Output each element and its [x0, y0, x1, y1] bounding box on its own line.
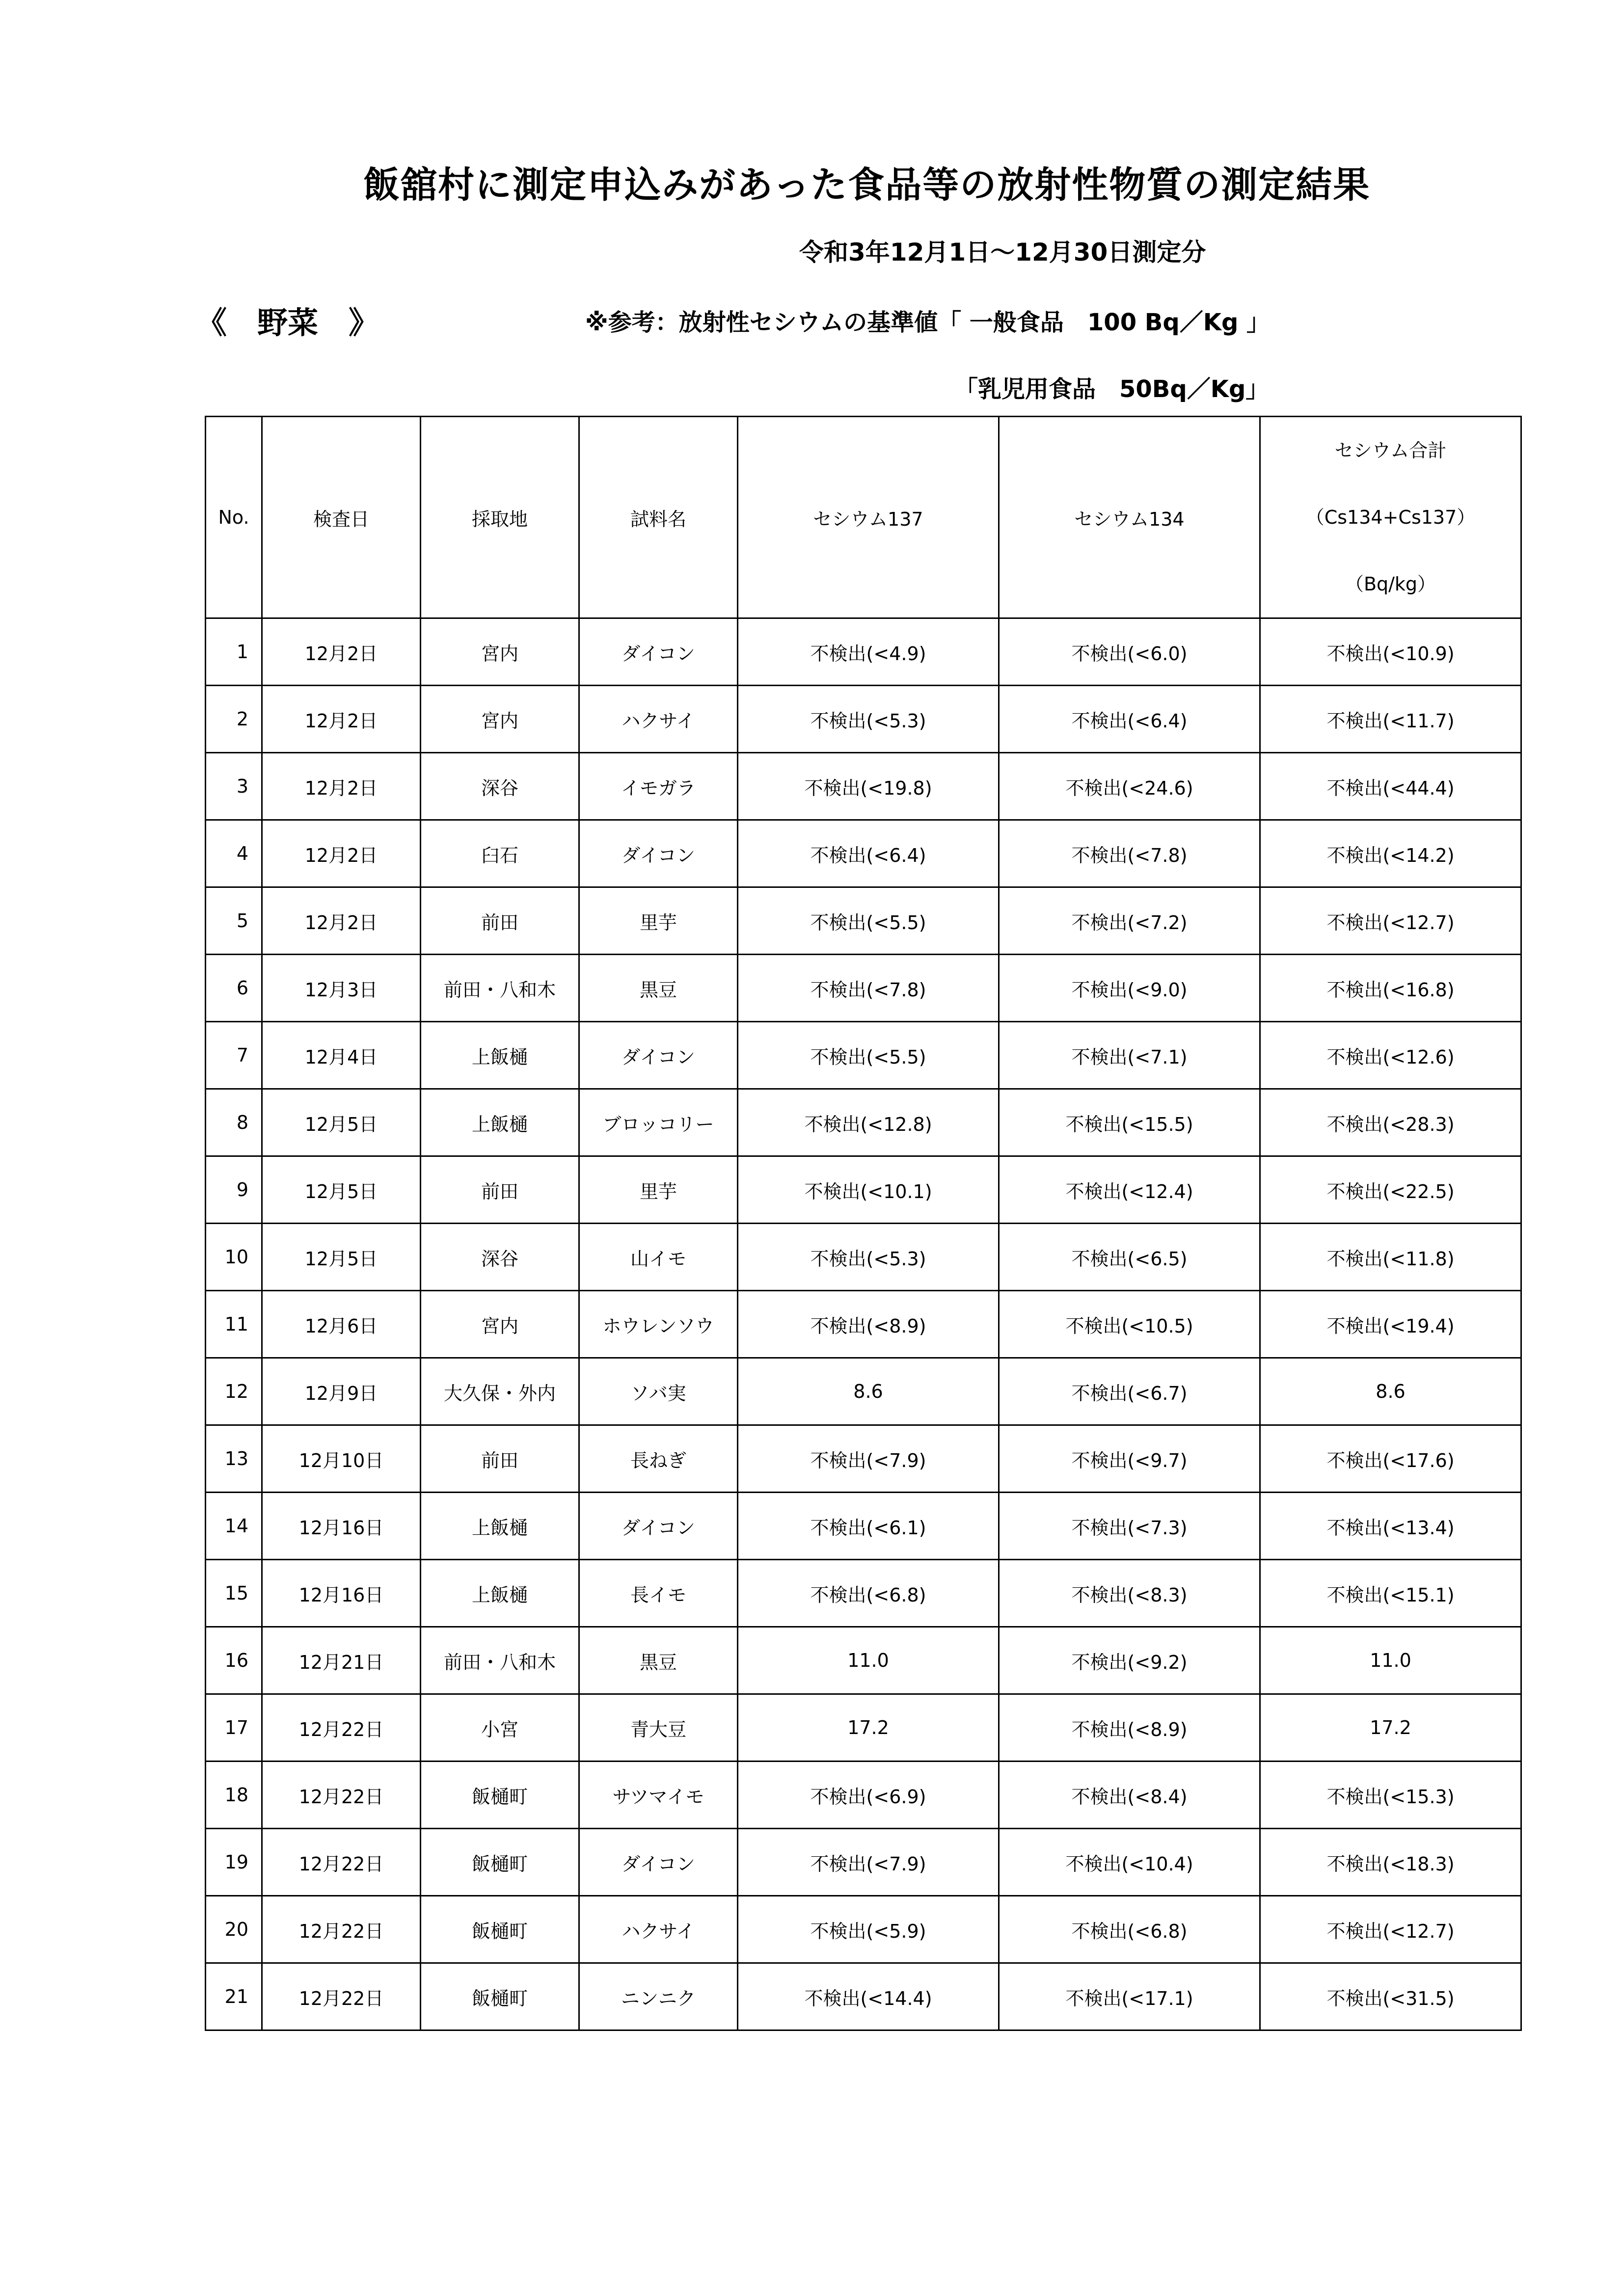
- cell-total: 不検出(<19.4): [1260, 1291, 1521, 1358]
- cell-date: 12月21日: [262, 1627, 421, 1694]
- cell-date: 12月10日: [262, 1425, 421, 1493]
- cell-total: 不検出(<15.1): [1260, 1560, 1521, 1627]
- cell-place: 飯樋町: [421, 1829, 579, 1896]
- header-cs137: セシウム137: [738, 417, 999, 618]
- cell-place: 飯樋町: [421, 1762, 579, 1829]
- header-total-line1: セシウム合計: [1334, 440, 1447, 461]
- cell-place: 臼石: [421, 820, 579, 887]
- cell-cs137: 不検出(<19.8): [738, 753, 999, 820]
- cell-total: 不検出(<18.3): [1260, 1829, 1521, 1896]
- cell-cs137: 不検出(<6.8): [738, 1560, 999, 1627]
- table-row: [206, 1089, 1521, 1156]
- cell-date: 12月2日: [262, 753, 421, 820]
- reference-note-infant: 「乳児用食品 50Bq／Kg」: [954, 375, 1270, 403]
- cell-sample: 青大豆: [579, 1694, 738, 1762]
- cell-no: 2: [206, 686, 262, 753]
- header-total-line2: （Cs134+Cs137）: [1305, 507, 1476, 528]
- results-table: [205, 416, 1522, 2031]
- cell-no: 6: [206, 955, 262, 1022]
- cell-sample: ダイコン: [579, 1022, 738, 1089]
- cell-no: 13: [206, 1425, 262, 1493]
- cell-total: 不検出(<31.5): [1260, 1963, 1521, 2030]
- table-row: [206, 1694, 1521, 1762]
- cell-sample: ダイコン: [579, 1493, 738, 1560]
- cell-sample: 黒豆: [579, 1627, 738, 1694]
- table-row: [206, 1291, 1521, 1358]
- table-row: [206, 1829, 1521, 1896]
- cell-date: 12月5日: [262, 1089, 421, 1156]
- cell-sample: 里芋: [579, 887, 738, 955]
- table-row: [206, 1156, 1521, 1224]
- cell-no: 3: [206, 753, 262, 820]
- cell-date: 12月22日: [262, 1896, 421, 1963]
- cell-cs134: 不検出(<6.0): [999, 618, 1260, 686]
- cell-cs137: 11.0: [738, 1627, 999, 1694]
- table-header-row: [206, 417, 1521, 618]
- cell-place: 上飯樋: [421, 1022, 579, 1089]
- cell-total: 不検出(<12.7): [1260, 887, 1521, 955]
- cell-cs134: 不検出(<9.2): [999, 1627, 1260, 1694]
- measurement-period: 令和3年12月1日～12月30日測定分: [799, 238, 1206, 267]
- cell-place: 大久保・外内: [421, 1358, 579, 1425]
- cell-sample: 長ねぎ: [579, 1425, 738, 1493]
- cell-total: 不検出(<28.3): [1260, 1089, 1521, 1156]
- category-heading: 《 野菜 》: [196, 305, 379, 341]
- cell-no: 8: [206, 1089, 262, 1156]
- cell-no: 7: [206, 1022, 262, 1089]
- cell-place: 宮内: [421, 686, 579, 753]
- reference-note-general: ※参考：放射性セシウムの基準値「 一般食品 100 Bq／Kg 」: [585, 309, 1271, 336]
- header-no: No.: [206, 417, 262, 618]
- cell-total: 不検出(<13.4): [1260, 1493, 1521, 1560]
- cell-no: 19: [206, 1829, 262, 1896]
- cell-cs137: 不検出(<5.5): [738, 887, 999, 955]
- cell-no: 20: [206, 1896, 262, 1963]
- cell-cs137: 不検出(<6.9): [738, 1762, 999, 1829]
- cell-total: 不検出(<16.8): [1260, 955, 1521, 1022]
- cell-total: 不検出(<15.3): [1260, 1762, 1521, 1829]
- cell-sample: イモガラ: [579, 753, 738, 820]
- cell-cs134: 不検出(<24.6): [999, 753, 1260, 820]
- cell-cs134: 不検出(<8.4): [999, 1762, 1260, 1829]
- cell-date: 12月2日: [262, 686, 421, 753]
- cell-sample: 里芋: [579, 1156, 738, 1224]
- cell-cs137: 8.6: [738, 1358, 999, 1425]
- cell-cs137: 不検出(<8.9): [738, 1291, 999, 1358]
- cell-place: 深谷: [421, 753, 579, 820]
- table-row: [206, 1358, 1521, 1425]
- cell-no: 4: [206, 820, 262, 887]
- cell-total: 不検出(<17.6): [1260, 1425, 1521, 1493]
- cell-cs134: 不検出(<15.5): [999, 1089, 1260, 1156]
- cell-no: 16: [206, 1627, 262, 1694]
- cell-date: 12月4日: [262, 1022, 421, 1089]
- cell-total: 不検出(<12.6): [1260, 1022, 1521, 1089]
- cell-total: 不検出(<10.9): [1260, 618, 1521, 686]
- cell-sample: ホウレンソウ: [579, 1291, 738, 1358]
- cell-place: 宮内: [421, 1291, 579, 1358]
- document-title: 飯舘村に測定申込みがあった食品等の放射性物質の測定結果: [363, 164, 1371, 206]
- cell-cs137: 不検出(<7.8): [738, 955, 999, 1022]
- table-row: [206, 1022, 1521, 1089]
- cell-no: 11: [206, 1291, 262, 1358]
- cell-cs134: 不検出(<9.7): [999, 1425, 1260, 1493]
- cell-cs134: 不検出(<6.7): [999, 1358, 1260, 1425]
- cell-cs134: 不検出(<10.4): [999, 1829, 1260, 1896]
- cell-no: 9: [206, 1156, 262, 1224]
- cell-place: 前田: [421, 887, 579, 955]
- cell-total: 不検出(<11.7): [1260, 686, 1521, 753]
- cell-cs134: 不検出(<8.3): [999, 1560, 1260, 1627]
- header-cs134: セシウム134: [999, 417, 1260, 618]
- cell-place: 前田: [421, 1425, 579, 1493]
- cell-no: 1: [206, 618, 262, 686]
- cell-cs137: 不検出(<10.1): [738, 1156, 999, 1224]
- cell-cs134: 不検出(<8.9): [999, 1694, 1260, 1762]
- cell-date: 12月22日: [262, 1694, 421, 1762]
- table-row: [206, 1425, 1521, 1493]
- cell-date: 12月2日: [262, 618, 421, 686]
- cell-cs137: 不検出(<7.9): [738, 1829, 999, 1896]
- cell-cs134: 不検出(<12.4): [999, 1156, 1260, 1224]
- cell-place: 宮内: [421, 618, 579, 686]
- cell-place: 上飯樋: [421, 1493, 579, 1560]
- cell-total: 不検出(<11.8): [1260, 1224, 1521, 1291]
- table-row: [206, 618, 1521, 686]
- cell-date: 12月16日: [262, 1560, 421, 1627]
- cell-place: 飯樋町: [421, 1896, 579, 1963]
- cell-cs137: 不検出(<5.9): [738, 1896, 999, 1963]
- cell-no: 21: [206, 1963, 262, 2030]
- cell-place: 上飯樋: [421, 1560, 579, 1627]
- table-row: [206, 1493, 1521, 1560]
- cell-date: 12月2日: [262, 887, 421, 955]
- cell-date: 12月9日: [262, 1358, 421, 1425]
- cell-cs134: 不検出(<9.0): [999, 955, 1260, 1022]
- cell-date: 12月2日: [262, 820, 421, 887]
- cell-sample: ダイコン: [579, 820, 738, 887]
- cell-cs137: 不検出(<5.3): [738, 686, 999, 753]
- cell-cs137: 不検出(<14.4): [738, 1963, 999, 2030]
- cell-date: 12月5日: [262, 1224, 421, 1291]
- cell-place: 前田・八和木: [421, 1627, 579, 1694]
- cell-place: 前田・八和木: [421, 955, 579, 1022]
- header-date: 検査日: [262, 417, 421, 618]
- cell-sample: 長イモ: [579, 1560, 738, 1627]
- table-row: [206, 753, 1521, 820]
- cell-sample: サツマイモ: [579, 1762, 738, 1829]
- table-row: [206, 1963, 1521, 2030]
- table-row: [206, 1627, 1521, 1694]
- cell-place: 飯樋町: [421, 1963, 579, 2030]
- cell-cs134: 不検出(<6.4): [999, 686, 1260, 753]
- cell-sample: ニンニク: [579, 1963, 738, 2030]
- table-row: [206, 1762, 1521, 1829]
- cell-total: 8.6: [1260, 1358, 1521, 1425]
- cell-total: 不検出(<12.7): [1260, 1896, 1521, 1963]
- cell-total: 不検出(<22.5): [1260, 1156, 1521, 1224]
- cell-no: 12: [206, 1358, 262, 1425]
- table-row: [206, 1560, 1521, 1627]
- cell-sample: ソバ実: [579, 1358, 738, 1425]
- cell-cs134: 不検出(<7.3): [999, 1493, 1260, 1560]
- cell-total: 不検出(<14.2): [1260, 820, 1521, 887]
- cell-place: 上飯樋: [421, 1089, 579, 1156]
- cell-no: 5: [206, 887, 262, 955]
- cell-cs134: 不検出(<6.8): [999, 1896, 1260, 1963]
- cell-cs137: 不検出(<5.5): [738, 1022, 999, 1089]
- cell-cs137: 不検出(<6.1): [738, 1493, 999, 1560]
- table-row: [206, 1896, 1521, 1963]
- cell-total: 17.2: [1260, 1694, 1521, 1762]
- header-place: 採取地: [421, 417, 579, 618]
- cell-total: 不検出(<44.4): [1260, 753, 1521, 820]
- table-row: [206, 1224, 1521, 1291]
- cell-cs134: 不検出(<7.1): [999, 1022, 1260, 1089]
- cell-cs134: 不検出(<7.2): [999, 887, 1260, 955]
- cell-place: 小宮: [421, 1694, 579, 1762]
- cell-date: 12月5日: [262, 1156, 421, 1224]
- cell-sample: ハクサイ: [579, 1896, 738, 1963]
- cell-cs137: 不検出(<12.8): [738, 1089, 999, 1156]
- cell-cs134: 不検出(<17.1): [999, 1963, 1260, 2030]
- table-row: [206, 686, 1521, 753]
- cell-cs137: 不検出(<7.9): [738, 1425, 999, 1493]
- cell-cs137: 17.2: [738, 1694, 999, 1762]
- cell-date: 12月6日: [262, 1291, 421, 1358]
- cell-date: 12月3日: [262, 955, 421, 1022]
- cell-no: 15: [206, 1560, 262, 1627]
- table-row: [206, 955, 1521, 1022]
- cell-sample: ダイコン: [579, 1829, 738, 1896]
- cell-sample: 黒豆: [579, 955, 738, 1022]
- header-sample: 試料名: [579, 417, 738, 618]
- cell-sample: ハクサイ: [579, 686, 738, 753]
- cell-date: 12月22日: [262, 1829, 421, 1896]
- cell-cs134: 不検出(<6.5): [999, 1224, 1260, 1291]
- cell-no: 18: [206, 1762, 262, 1829]
- cell-total: 11.0: [1260, 1627, 1521, 1694]
- cell-cs137: 不検出(<4.9): [738, 618, 999, 686]
- cell-no: 10: [206, 1224, 262, 1291]
- cell-cs134: 不検出(<10.5): [999, 1291, 1260, 1358]
- cell-cs137: 不検出(<5.3): [738, 1224, 999, 1291]
- cell-cs137: 不検出(<6.4): [738, 820, 999, 887]
- header-total: [1260, 417, 1521, 618]
- header-total-line3: （Bq/kg）: [1345, 573, 1436, 595]
- cell-place: 前田: [421, 1156, 579, 1224]
- cell-sample: ブロッコリー: [579, 1089, 738, 1156]
- table-row: [206, 820, 1521, 887]
- cell-sample: 山イモ: [579, 1224, 738, 1291]
- cell-no: 17: [206, 1694, 262, 1762]
- cell-place: 深谷: [421, 1224, 579, 1291]
- cell-sample: ダイコン: [579, 618, 738, 686]
- table-row: [206, 887, 1521, 955]
- cell-date: 12月22日: [262, 1963, 421, 2030]
- cell-date: 12月16日: [262, 1493, 421, 1560]
- cell-no: 14: [206, 1493, 262, 1560]
- cell-date: 12月22日: [262, 1762, 421, 1829]
- cell-cs134: 不検出(<7.8): [999, 820, 1260, 887]
